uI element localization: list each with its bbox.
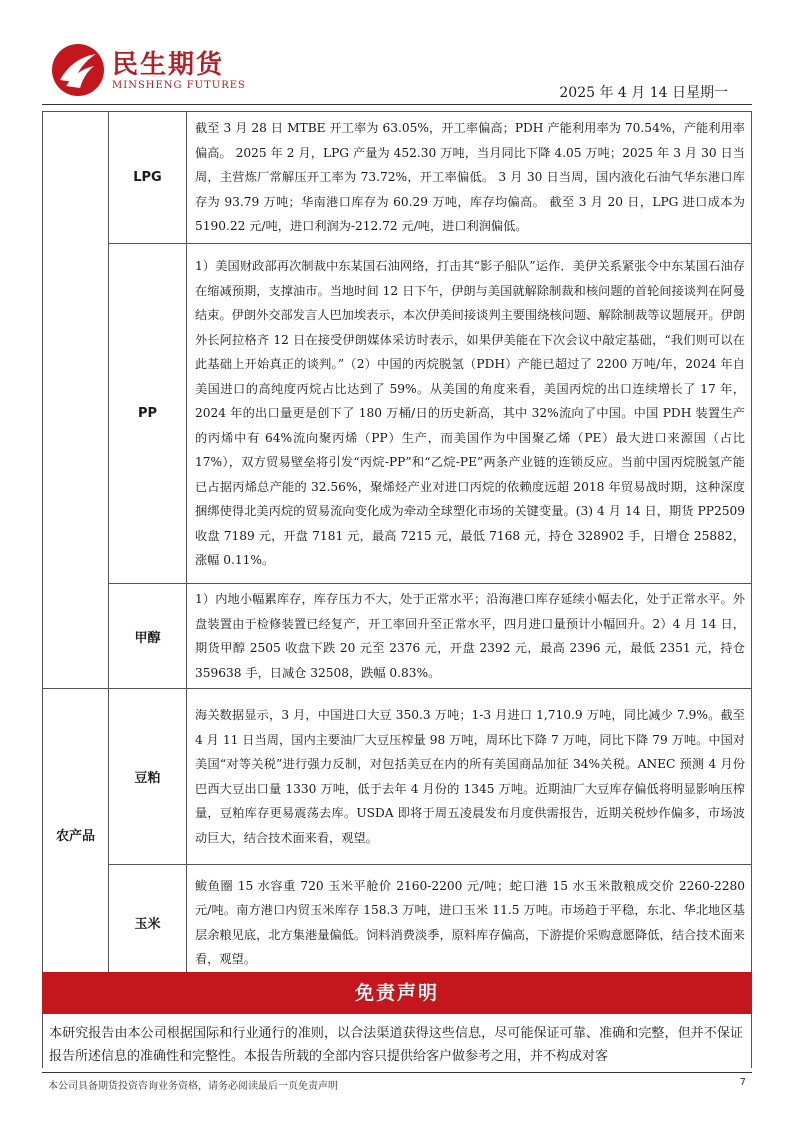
category-cell-agri: 农产品 [43,689,109,981]
table-row [43,689,752,865]
table-row [43,112,752,244]
category-cell [43,112,109,689]
product-cell-methanol: 甲醇 [109,584,187,689]
commodity-table [42,111,752,981]
commentary-cell-pp: 1）美国财政部再次制裁中东某国石油网络，打击其“影子船队”运作．美伊关系紧张令中东某国石油存在缩减预期，支撑油市。当地时间 12 日下午，伊朗与美国就解除制裁和核问题的首轮间接谈判在阿曼结束。伊朗外交部发言人巴加埃表示，本次伊美间接谈判主要围绕核问题、解除制裁等议题展开。伊朗外长阿拉格齐 12 日在接受伊朗媒体采访时表示，如果伊美能在下次会议中敲定基础，“我们则可以在此基础上开始真正的谈判。”（2）中国的丙烷脱氢（PDH）产能已超过了 2200 万吨/年，2024 年自美国进口的高纯度丙烷占比达到了 59%。从美国的角度来看，美国丙烷的出口连续增长了 17 年，2024 年的出口量更是创下了 180 万桶/日的历史新高，其中 32%流向了中国。中国 PDH 装置生产的丙烯中有 64%流向聚丙烯（PP）生产，而美国作为中国聚乙烯（PE）最大进口来源国（占比 17%），双方贸易壁垒将引发“丙烷-PP”和“乙烷-PE”两条产业链的连锁反应。当前中国丙烷脱氢产能已占据丙烯总产能的 32.56%，聚烯烃产业对进口丙烷的依赖度远超 2018 年贸易战时期，这种深度捆绑使得北美丙烷的贸易流向变化成为牵动全球塑化市场的关键变量。(3) 4 月 14 日，期货 PP2509 收盘 7189 元，开盘 7181 元，最高 7215 元，最低 7168 元，持仓 328902 手，日增仓 25882，涨幅 0.11%。 [187,244,752,584]
header-divider [42,104,752,105]
logo-chinese-name: 民生期货 [112,50,225,80]
commentary-cell-lpg: 截至 3 月 28 日 MTBE 开工率为 63.05%，开工率偏高；PDH 产能利用率为 70.54%，产能利用率偏高。 2025 年 2 月，LPG 产量为 452.30 万吨，当月同比下降 4.05 万吨；2025 年 3 月 30 日当周，主营炼厂常解压开工率为 73.72%，开工率偏低。 3 月 30 日当周，国内液化石油气华东港口库存为 93.79 万吨；华南港口库存为 60.29 万吨，库存均偏高。 截至 3 月 20 日，LPG 进口成本为 5190.22 元/吨，进口利润为-212.72 元/吨，进口利润偏低。 [187,112,752,244]
commentary-cell-soymeal: 海关数据显示，3 月，中国进口大豆 350.3 万吨；1-3 月进口 1,710.9 万吨，同比减少 7.9%。截至 4 月 11 日当周，国内主要油厂大豆压榨量 98 万吨，周环比下降 7 万吨，同比下降 79 万吨。中国对美国“对等关税”进行强力反制，对包括美豆在内的所有美国商品加征 34%关税。ANEC 预测 4 月份巴西大豆出口量 1330 万吨，低于去年 4 月份的 1345 万吨。近期油厂大豆库存偏低将明显影响压榨量，豆粕库存更易震荡去库。USDA 即将于周五凌晨发布月度供需报告，近期关税炒作偏多，市场波动巨大，结合技术面来看，观望。 [187,689,752,865]
product-cell-soymeal: 豆粕 [109,689,187,865]
product-cell-corn: 玉米 [109,865,187,981]
table-row [43,584,752,689]
footer-divider [42,1072,752,1073]
page-header [0,0,794,110]
commentary-cell-corn: 鲅鱼圈 15 水容重 720 玉米平舱价 2160-2200 元/吨；蛇口港 15 水玉米散粮成交价 2260-2280 元/吨。南方港口内贸玉米库存 158.3 万吨，进口玉米 11.5 万吨。市场趋于平稳，东北、华北地区基层余粮见底，北方集港量偏低。饲料消费淡季，原料库存偏高，下游提价采购意愿降低，结合技术面来看，观望。 [187,865,752,981]
footer-note: 本公司具备期货投资咨询业务资格，请务必阅读最后一页免责声明 [48,1081,338,1092]
commentary-cell-methanol: 1）内地小幅累库存，库存压力不大，处于正常水平；沿海港口库存延续小幅去化，处于正常水平。外盘装置由于检修装置已经复产，开工率回升至正常水平，四月进口量预计小幅回升。2）4 月 14 日，期货甲醇 2505 收盘下跌 20 元至 2376 元，开盘 2392 元，最高 2396 元，最低 2351 元，持仓 359638 手，日减仓 32508，跌幅 0.83%。 [187,584,752,689]
table-row [43,244,752,584]
disclaimer-title: 免责声明 [42,972,752,1014]
minsheng-logo-icon [50,42,106,98]
logo-english-name: MINSHENG FUTURES [112,80,246,91]
report-date: 2025 年 4 月 14 日星期一 [559,85,728,101]
disclaimer-text: 本研究报告由本公司根据国际和行业通行的准则，以合法渠道获得这些信息，尽可能保证可靠、准确和完整，但并不保证报告所述信息的准确性和完整性。本报告所载的全部内容只提供给客户做参考之用，并不构成对客 [42,1014,752,1068]
page-number: 7 [739,1077,746,1088]
table-row [43,865,752,981]
product-cell-pp: PP [109,244,187,584]
product-cell-lpg: LPG [109,112,187,244]
